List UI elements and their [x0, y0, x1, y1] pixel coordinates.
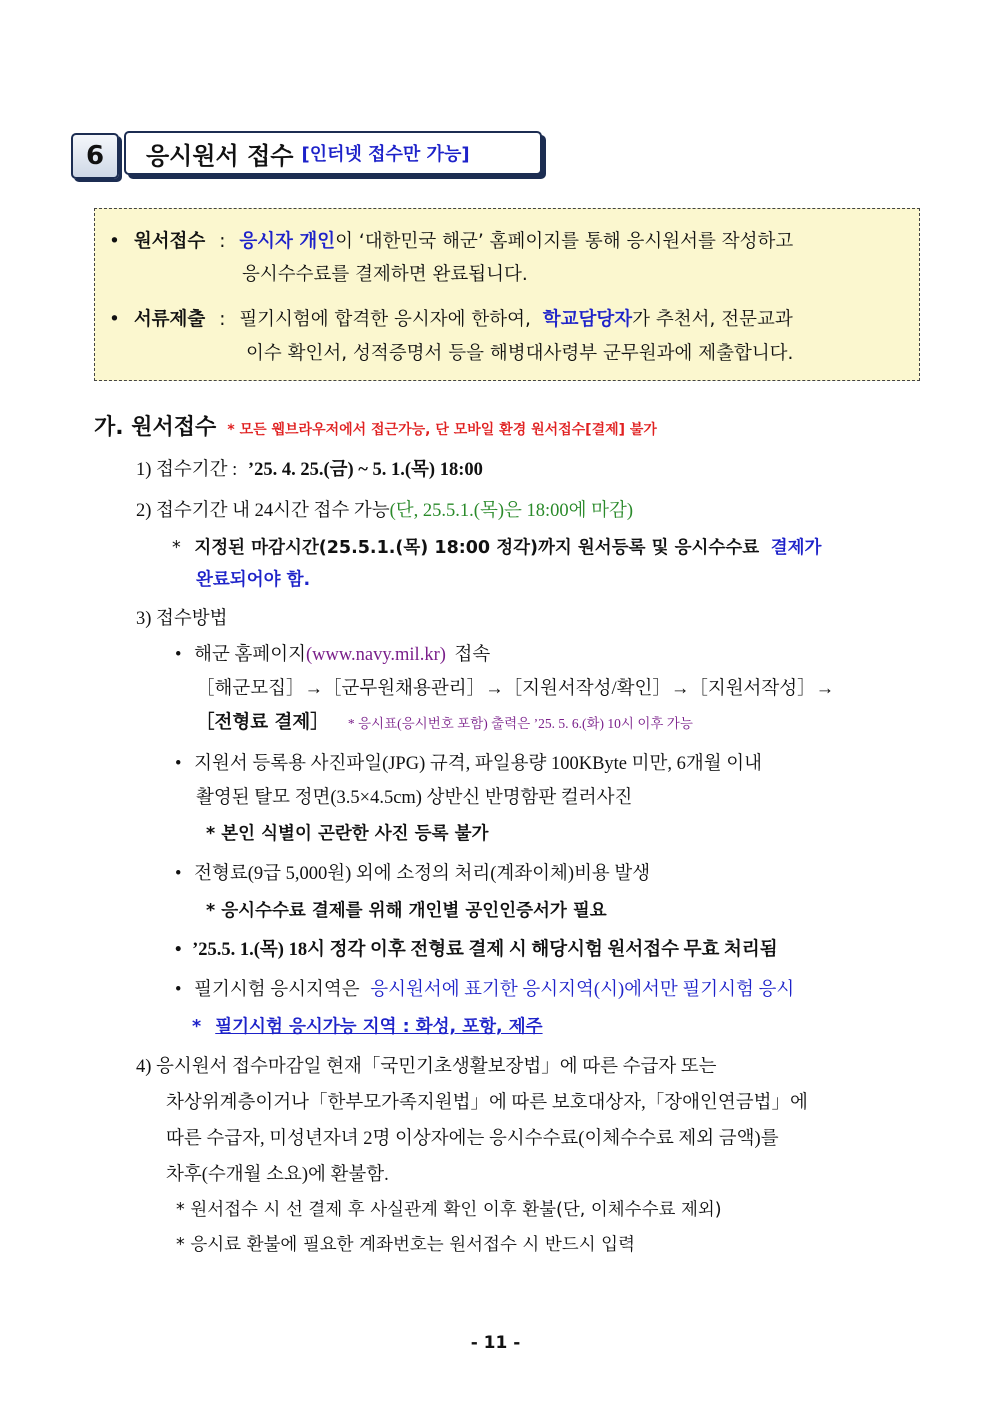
colon: :: [219, 309, 226, 330]
summary-item-1-label: 원서접수: [133, 231, 206, 252]
section-title-box: [124, 131, 542, 175]
bullet-2-line2: 촬영된 탈모 정면(3.5×4.5cm) 상반신 반명함판 컬러사진: [196, 788, 633, 808]
summary-item-1-highlight: 응시자 개인: [239, 231, 336, 252]
navy-url-link[interactable]: (www.navy.mil.kr): [305, 645, 446, 665]
bullet: •: [175, 864, 182, 884]
item-2: [136, 496, 633, 522]
bullet-2: [175, 749, 762, 775]
star-mark: *: [172, 538, 181, 558]
item-4-line1: 4) 응시원서 접수마감일 현재「국민기초생활보장법」에 따른 수급자 또는: [136, 1057, 717, 1077]
item-4-line3: 따른 수급자, 미성년자녀 2명 이상자에는 응시수수료(이체수수료 제외 금액)를: [166, 1129, 779, 1149]
item-3-title: 3) 접수방법: [136, 609, 228, 629]
bullet-5-star: [192, 1013, 543, 1038]
bullet-4-line: ’25.5. 1.(목) 18시 정각 이후 전형료 결제 시 해당시험 원서접수 무효 처리됨: [192, 940, 778, 960]
colon: :: [219, 231, 226, 252]
summary-item-2-text-a: 필기시험에 합격한 응시자에 한하여,: [239, 309, 531, 330]
section-number: 6: [85, 141, 105, 171]
bullet: •: [175, 645, 182, 665]
item-4-star-2: * 응시료 환불에 필요한 계좌번호는 원서접수 시 반드시 입력: [176, 1235, 635, 1255]
star-mark: *: [192, 1017, 202, 1037]
summary-box: [94, 208, 920, 381]
item-2-star-line1: [172, 534, 821, 559]
section-number-badge: [71, 133, 119, 179]
bullet-5: [175, 975, 794, 1001]
summary-item-2-label: 서류제출: [133, 309, 206, 330]
bullet-1-fee-note: * 응시표(응시번호 포함) 출력은 ’25. 5. 6.(화) 10시 이후 가능: [347, 716, 693, 731]
bullet-3-line: 전형료(9급 5,000원) 외에 소정의 처리(계좌이체)비용 발생: [194, 864, 651, 884]
item-4-line2: 차상위계층이거나「한부모가족지원법」에 따른 보호대상자,「장애인연금법」에: [166, 1093, 808, 1113]
bullet-2-star: * 본인 식별이 곤란한 사진 등록 불가: [206, 824, 489, 844]
bullet-1-text: 해군 홈페이지: [194, 645, 306, 665]
bullet-5-blue: 응시원서에 표기한 응시지역(시)에서만 필기시험 응시: [370, 980, 795, 1000]
item-1: [136, 455, 483, 481]
subsection-heading: 가. 원서접수: [94, 415, 217, 440]
item-4-star-1: * 원서접수 시 선 결제 후 사실관계 확인 이후 환불(단, 이체수수료 제외): [176, 1200, 722, 1220]
subsection-heading-row: [94, 410, 657, 441]
bullet-1: [175, 640, 490, 666]
bullet-5-text: 필기시험 응시지역은: [194, 980, 360, 1000]
bullet: •: [175, 940, 182, 960]
bullet-2-line1: 지원서 등록용 사진파일(JPG) 규격, 파일용량 100KByte 미만, 6개월 이내: [194, 754, 762, 774]
summary-item-2: [109, 305, 793, 331]
bullet: •: [175, 980, 182, 1000]
item-1-value: ’25. 4. 25.(금) ~ 5. 1.(목) 18:00: [247, 460, 483, 480]
page-number: - 11 -: [470, 1333, 521, 1353]
bullet-3-star: * 응시수수료 결제를 위해 개인별 공인인증서가 필요: [206, 901, 607, 921]
item-1-label: 1) 접수기간 :: [136, 460, 238, 480]
bullet: •: [175, 754, 182, 774]
bullet-5-star-text: 필기시험 응시가능 지역 : 화성, 포항, 제주: [215, 1017, 543, 1037]
bullet-1-fee: ［전형료 결제］: [196, 712, 329, 733]
bullet-3: [175, 859, 650, 885]
item-2-star-blue: 결제가: [770, 538, 822, 558]
bullet-1-fee-row: [196, 708, 693, 734]
item-2-text: 2) 접수기간 내 24시간 접수 가능: [136, 501, 390, 521]
bullet-4: [175, 935, 778, 961]
summary-item-2-highlight: 학교담당자: [542, 309, 633, 330]
item-4-line4: 차후(수개월 소요)에 환불함.: [166, 1165, 389, 1185]
subsection-note: * 모든 웹브라우저에서 접근가능, 단 모바일 환경 원서접수[결제] 불가: [227, 422, 657, 438]
bullet-1-text-b: 접속: [454, 645, 491, 665]
summary-item-2-line2: 이수 확인서, 성적증명서 등을 해병대사령부 군무원과에 제출합니다.: [246, 343, 794, 364]
item-2-star-line2: 완료되어야 함.: [196, 570, 311, 590]
item-2-note: (단, 25.5.1.(목)은 18:00에 마감): [389, 501, 634, 521]
bullet: •: [109, 231, 120, 252]
summary-item-2-text-b: 가 추천서, 전문교과: [632, 309, 793, 330]
section-subtitle: [인터넷 접수만 가능]: [301, 144, 470, 165]
bullet-1-path: ［해군모집］→［군무원채용관리］→［지원서작성/확인］→［지원서작성］→: [196, 679, 835, 699]
summary-item-1-text: 이 ‘대한민국 해군’ 홈페이지를 통해 응시원서를 작성하고: [335, 231, 794, 252]
section-title: 응시원서 접수: [146, 141, 294, 170]
item-2-star-text: 지정된 마감시간(25.5.1.(목) 18:00 정각)까지 원서등록 및 응시수수료: [194, 538, 760, 558]
bullet: •: [109, 309, 120, 330]
summary-item-1: [109, 227, 793, 253]
summary-item-1-line2: 응시수수료를 결제하면 완료됩니다.: [242, 264, 528, 285]
